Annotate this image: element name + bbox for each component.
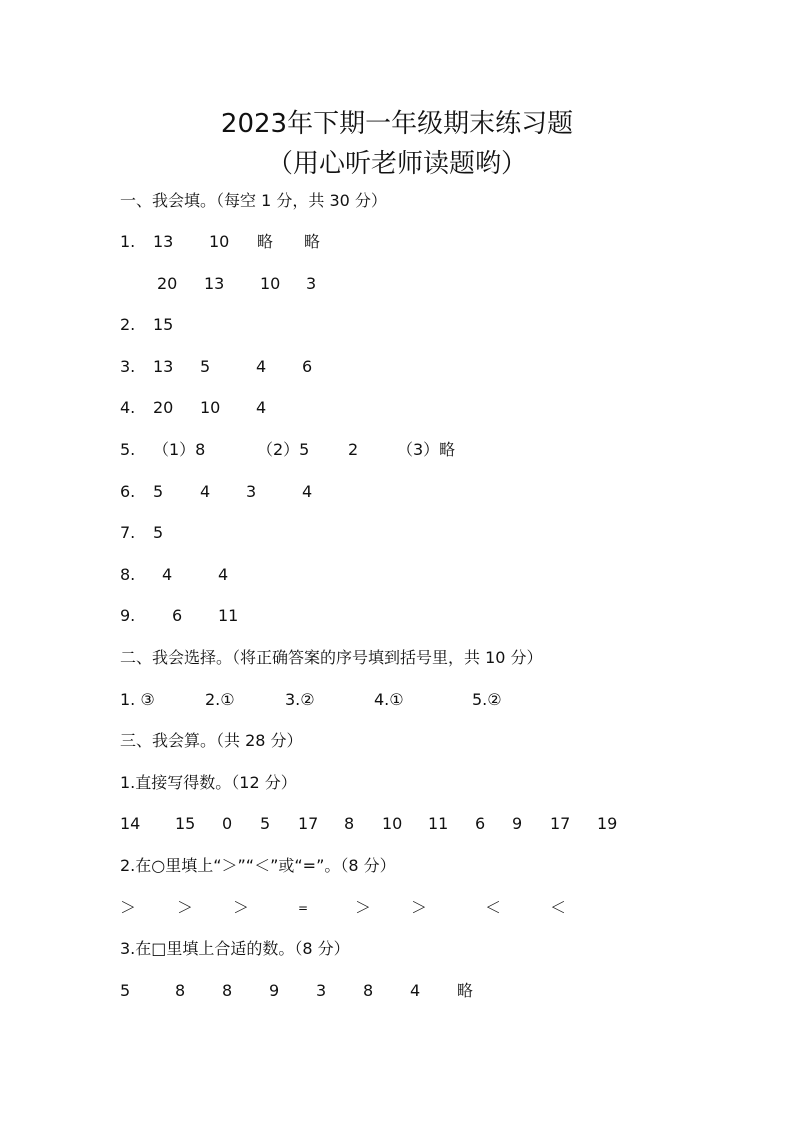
answer-value: 4	[302, 482, 313, 501]
choice-answer: 2.①	[205, 690, 235, 709]
answer-value: 8	[222, 981, 233, 1000]
answer-value: 6	[302, 357, 313, 376]
section1-heading-row	[0, 189, 794, 213]
answer-row-q1b	[0, 272, 794, 296]
answer-value: 略	[304, 232, 321, 251]
answer-value: 4	[162, 565, 173, 584]
subsection-heading: 2.在○里填上“＞”“＜”或“=”。（8 分）	[120, 856, 396, 875]
answer-value: 6	[475, 814, 486, 833]
answer-row-q3	[0, 355, 794, 379]
answer-value: 5	[153, 482, 164, 501]
answer-value: 4	[218, 565, 229, 584]
compare-symbol: ＞	[355, 898, 372, 917]
answer-value: 3	[316, 981, 327, 1000]
subsection-heading: 3.在□里填上合适的数。（8 分）	[120, 939, 350, 958]
compare-symbol: =	[298, 901, 309, 915]
answer-value: （1）8	[153, 440, 206, 459]
answer-value: 13	[204, 274, 225, 293]
compare-symbol: ＜	[550, 898, 567, 917]
question-number: 9.	[120, 606, 136, 625]
answer-value: 5	[153, 523, 164, 542]
answer-value: 略	[257, 232, 274, 251]
choice-answer: 5.②	[472, 690, 502, 709]
answer-value: 4	[200, 482, 211, 501]
choice-answer: 4.①	[374, 690, 404, 709]
answer-row-q5	[0, 438, 794, 462]
fill-box-answers-row	[0, 979, 794, 1003]
choice-answer: 3.②	[285, 690, 315, 709]
answer-value: 2	[348, 440, 359, 459]
answer-value: 5	[120, 981, 131, 1000]
answer-value: 4	[256, 357, 267, 376]
answer-value: 3	[246, 482, 257, 501]
section-heading: 一、我会填。（每空 1 分，共 30 分）	[120, 191, 387, 210]
mental-math-answers-row	[0, 812, 794, 836]
compare-symbol: ＞	[233, 898, 250, 917]
question-number: 1.	[120, 232, 136, 251]
answer-value: 8	[363, 981, 374, 1000]
answer-value: 9	[512, 814, 523, 833]
answer-value: 19	[597, 814, 618, 833]
answer-value: 10	[209, 232, 230, 251]
answer-value: 10	[200, 398, 221, 417]
answer-value: 5	[200, 357, 211, 376]
sub2-heading-row	[0, 854, 794, 878]
answer-value: 15	[175, 814, 196, 833]
choice-answers-row	[0, 688, 794, 712]
answer-value: 8	[175, 981, 186, 1000]
answer-value: 略	[457, 981, 474, 1000]
page-subtitle: （用心听老师读题哟）	[266, 149, 527, 179]
answer-value: 11	[218, 606, 239, 625]
answer-value: 13	[153, 232, 174, 251]
answer-value: （3）略	[397, 440, 456, 459]
sub3-heading-row	[0, 937, 794, 961]
section3-heading-row	[0, 729, 794, 753]
answer-value: 11	[428, 814, 449, 833]
subsection-heading: 1.直接写得数。（12 分）	[120, 773, 297, 792]
question-number: 6.	[120, 482, 136, 501]
answer-value: 10	[382, 814, 403, 833]
question-number: 4.	[120, 398, 136, 417]
answer-value: 4	[410, 981, 421, 1000]
choice-answer: 1. ③	[120, 690, 155, 709]
compare-symbol: ＜	[485, 898, 502, 917]
answer-value: 20	[157, 274, 178, 293]
compare-symbol: ＞	[120, 898, 137, 917]
answer-row-q2	[0, 313, 794, 337]
answer-value: 14	[120, 814, 141, 833]
answer-value: 4	[256, 398, 267, 417]
answer-value: 20	[153, 398, 174, 417]
compare-answers-row	[0, 896, 794, 920]
answer-value: （2）5	[257, 440, 310, 459]
answer-value: 10	[260, 274, 281, 293]
answer-row-q7	[0, 521, 794, 545]
compare-symbol: ＞	[411, 898, 428, 917]
answer-row-q9	[0, 604, 794, 628]
answer-value: 3	[306, 274, 317, 293]
answer-value: 5	[260, 814, 271, 833]
answer-value: 13	[153, 357, 174, 376]
answer-value: 17	[298, 814, 319, 833]
sub1-heading-row	[0, 771, 794, 795]
answer-value: 8	[344, 814, 355, 833]
question-number: 7.	[120, 523, 136, 542]
section-heading: 二、我会选择。（将正确答案的序号填到括号里，共 10 分）	[120, 648, 543, 667]
answer-row-q6	[0, 480, 794, 504]
page-title: 2023年下期一年级期末练习题	[220, 109, 574, 139]
compare-symbol: ＞	[177, 898, 194, 917]
answer-value: 0	[222, 814, 233, 833]
section-heading: 三、我会算。（共 28 分）	[120, 731, 303, 750]
answer-row-q1a	[0, 230, 794, 254]
answer-row-q8	[0, 563, 794, 587]
question-number: 5.	[120, 440, 136, 459]
answer-value: 15	[153, 315, 174, 334]
answer-value: 6	[172, 606, 183, 625]
answer-row-q4	[0, 396, 794, 420]
answer-value: 17	[550, 814, 571, 833]
question-number: 8.	[120, 565, 136, 584]
section2-heading-row	[0, 646, 794, 670]
answer-value: 9	[269, 981, 280, 1000]
question-number: 2.	[120, 315, 136, 334]
question-number: 3.	[120, 357, 136, 376]
